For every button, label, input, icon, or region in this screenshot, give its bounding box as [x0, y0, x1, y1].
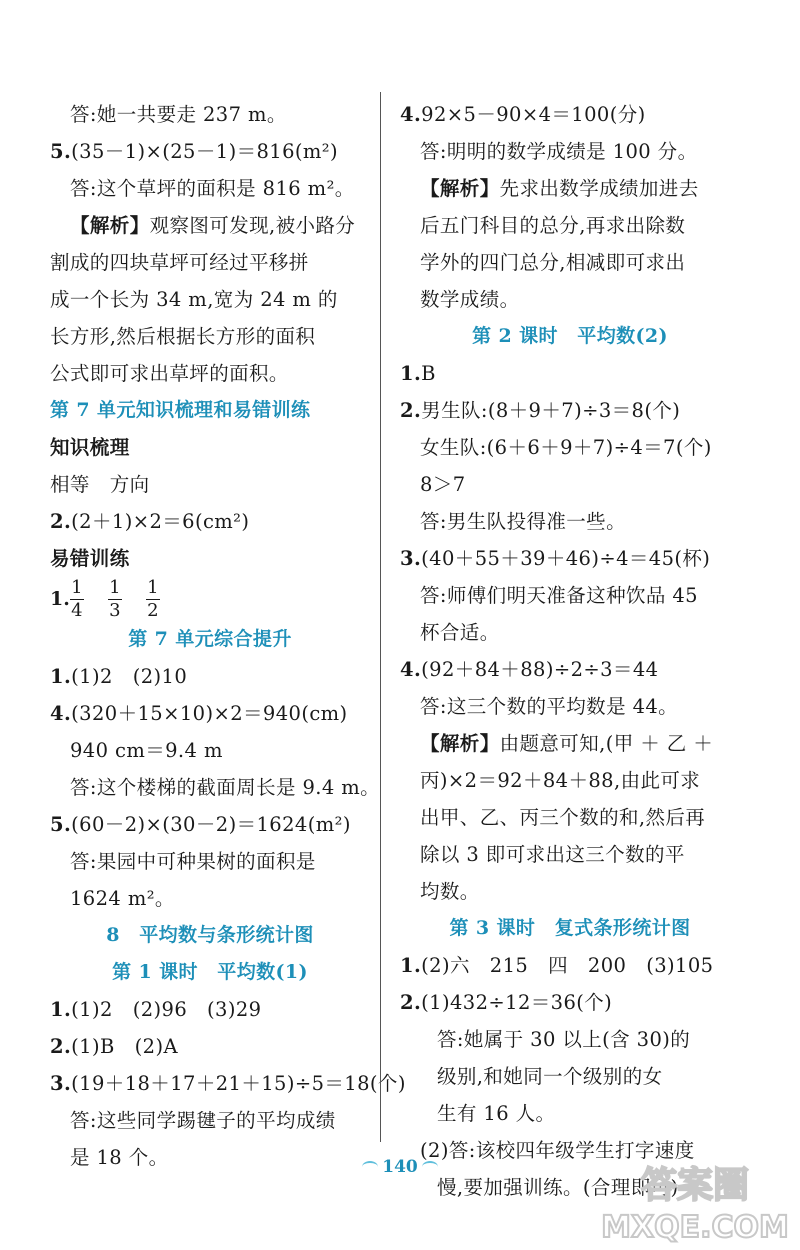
fraction — [108, 578, 122, 621]
analysis-line — [400, 725, 740, 762]
numerator: 1 — [71, 576, 83, 598]
denominator: 4 — [71, 599, 83, 621]
denominator: 3 — [109, 599, 121, 621]
analysis-tag: 【解析】 — [70, 214, 150, 237]
question-line — [50, 133, 370, 170]
analysis-line: 丙)×2＝92＋84＋88,由此可求 — [420, 769, 701, 792]
answer-line: 答:师傅们明天准备这种饮品 45 — [420, 584, 698, 607]
numerator: 1 — [109, 576, 121, 598]
question-text: (60－2)×(30－2)＝1624(m²) — [71, 813, 351, 836]
answer-line: 8＞7 — [420, 473, 466, 496]
question-line — [50, 1065, 406, 1102]
answer-line: 答:男生队投得准一些。 — [420, 510, 626, 533]
question-number: 3. — [400, 547, 422, 570]
question-text: 男生队:(8＋9＋7)÷3＝8(个) — [421, 399, 681, 422]
analysis-line: 均数。 — [420, 880, 480, 903]
denominator: 2 — [147, 599, 159, 621]
watermark-main-text: 答案圈 — [640, 1165, 750, 1206]
lesson-heading: 第 3 课时 复式条形统计图 — [449, 917, 691, 939]
answer-line: (2)答:该校四年级学生打字速度 — [420, 1139, 695, 1162]
question-line — [400, 947, 740, 984]
question-line — [400, 392, 740, 429]
question-number: 2. — [400, 991, 422, 1014]
question-text: (92＋84＋88)÷2÷3＝44 — [421, 658, 659, 681]
answer-line: 答:这些同学踢毽子的平均成绩 — [70, 1109, 336, 1132]
answer-line: 940 cm＝9.4 m — [70, 739, 223, 762]
fraction — [70, 578, 84, 621]
analysis-line: 数学成绩。 — [420, 288, 520, 311]
analysis-line: 后五门科目的总分,再求出除数 — [420, 214, 686, 237]
question-text: B — [421, 362, 436, 385]
fraction — [146, 578, 160, 621]
question-number: 5. — [50, 140, 72, 163]
page-number-text: 140 — [382, 1157, 418, 1177]
question-line — [400, 984, 740, 1021]
question-text: (1)2 (2)96 (3)29 — [71, 998, 262, 1021]
question-text: 92×5－90×4＝100(分) — [421, 103, 646, 126]
question-text: (2＋1)×2＝6(cm²) — [71, 510, 250, 533]
question-number: 2. — [400, 399, 422, 422]
question-number: 1. — [400, 954, 422, 977]
question-number: 2. — [50, 510, 72, 533]
numerator: 1 — [147, 576, 159, 598]
question-line — [400, 96, 740, 133]
wing-ornament-icon — [362, 1161, 378, 1173]
answer-line: 答:她一共要走 237 m。 — [70, 103, 287, 126]
question-text: (1)B (2)A — [71, 1035, 178, 1058]
answer-line: 级别,和她同一个级别的女 — [437, 1065, 663, 1088]
answer-line: 相等 方向 — [50, 473, 150, 496]
analysis-line: 除以 3 即可求出这三个数的平 — [420, 843, 685, 866]
question-line — [50, 991, 370, 1028]
question-number: 4. — [400, 103, 422, 126]
question-text: (1)2 (2)10 — [71, 665, 188, 688]
answer-line: 答:她属于 30 以上(含 30)的 — [437, 1028, 691, 1051]
question-number: 4. — [50, 702, 72, 725]
analysis-line: 长方形,然后根据长方形的面积 — [50, 325, 316, 348]
chapter-heading: 8 平均数与条形统计图 — [106, 924, 314, 946]
question-number: 3. — [50, 1072, 72, 1095]
question-line — [50, 806, 370, 843]
answer-line: 是 18 个。 — [70, 1146, 169, 1169]
question-text: (1)432÷12＝36(个) — [421, 991, 613, 1014]
analysis-line — [400, 170, 740, 207]
question-number: 1. — [50, 998, 72, 1021]
question-number: 2. — [50, 1035, 72, 1058]
analysis-line: 成一个长为 34 m,宽为 24 m 的 — [50, 288, 338, 311]
question-line — [400, 355, 740, 392]
analysis-tag: 【解析】 — [420, 177, 500, 200]
page-number — [370, 1152, 430, 1182]
question-line — [50, 695, 370, 732]
question-line — [400, 651, 740, 688]
lesson-heading: 第 1 课时 平均数(1) — [112, 961, 308, 983]
answer-line: 1624 m²。 — [70, 887, 175, 910]
answer-line: 答:明明的数学成绩是 100 分。 — [420, 140, 698, 163]
question-number: 5. — [50, 813, 72, 836]
analysis-line: 公式即可求出草坪的面积。 — [50, 362, 289, 385]
answer-line: 答:这三个数的平均数是 44。 — [420, 695, 679, 718]
question-number: 1. — [50, 665, 72, 688]
question-line — [50, 658, 370, 695]
section-heading: 第 7 单元知识梳理和易错训练 — [50, 399, 311, 421]
watermark-url-text: MXQE.COM — [601, 1210, 789, 1245]
fraction-answers — [50, 577, 370, 621]
answer-line: 答:这个草坪的面积是 816 m²。 — [70, 177, 355, 200]
analysis-text: 观察图可发现,被小路分 — [149, 214, 356, 237]
analysis-line: 割成的四块草坪可经过平移拼 — [50, 251, 309, 274]
question-line — [400, 540, 740, 577]
subheading: 易错训练 — [50, 547, 130, 570]
question-number: 1. — [50, 588, 70, 610]
question-text: (35－1)×(25－1)＝816(m²) — [71, 140, 339, 163]
answer-line: 生有 16 人。 — [437, 1102, 556, 1125]
right-column — [400, 96, 740, 1206]
answer-line: 女生队:(6＋6＋9＋7)÷4＝7(个) — [420, 436, 712, 459]
answer-line: 答:这个楼梯的截面周长是 9.4 m。 — [70, 776, 381, 799]
column-divider — [380, 92, 381, 1142]
wing-ornament-icon — [422, 1161, 438, 1173]
analysis-text: 先求出数学成绩加进去 — [499, 177, 699, 200]
question-text: (320＋15×10)×2＝940(cm) — [71, 702, 348, 725]
question-line — [50, 503, 370, 540]
lesson-heading: 第 2 课时 平均数(2) — [472, 325, 668, 347]
answer-line: 答:果园中可种果树的面积是 — [70, 850, 316, 873]
question-number: 1. — [400, 362, 422, 385]
question-text: (19＋18＋17＋21＋15)÷5＝18(个) — [71, 1072, 406, 1095]
question-text: (40＋55＋39＋46)÷4＝45(杯) — [421, 547, 711, 570]
analysis-text: 由题意可知,(甲 ＋ 乙 ＋ — [499, 732, 714, 755]
analysis-line — [50, 207, 370, 244]
answer-line: 杯合适。 — [420, 621, 500, 644]
question-number: 4. — [400, 658, 422, 681]
analysis-line: 学外的四门总分,相减即可求出 — [420, 251, 686, 274]
subheading: 知识梳理 — [50, 436, 130, 459]
question-line — [50, 1028, 370, 1065]
analysis-tag: 【解析】 — [420, 732, 500, 755]
answer-line: 慢,要加强训练。(合理即可) — [437, 1176, 679, 1199]
question-text: (2)六 215 四 200 (3)105 — [421, 954, 714, 977]
watermark-logo — [600, 1155, 790, 1245]
section-heading: 第 7 单元综合提升 — [128, 628, 292, 650]
analysis-line: 出甲、乙、丙三个数的和,然后再 — [420, 806, 706, 829]
